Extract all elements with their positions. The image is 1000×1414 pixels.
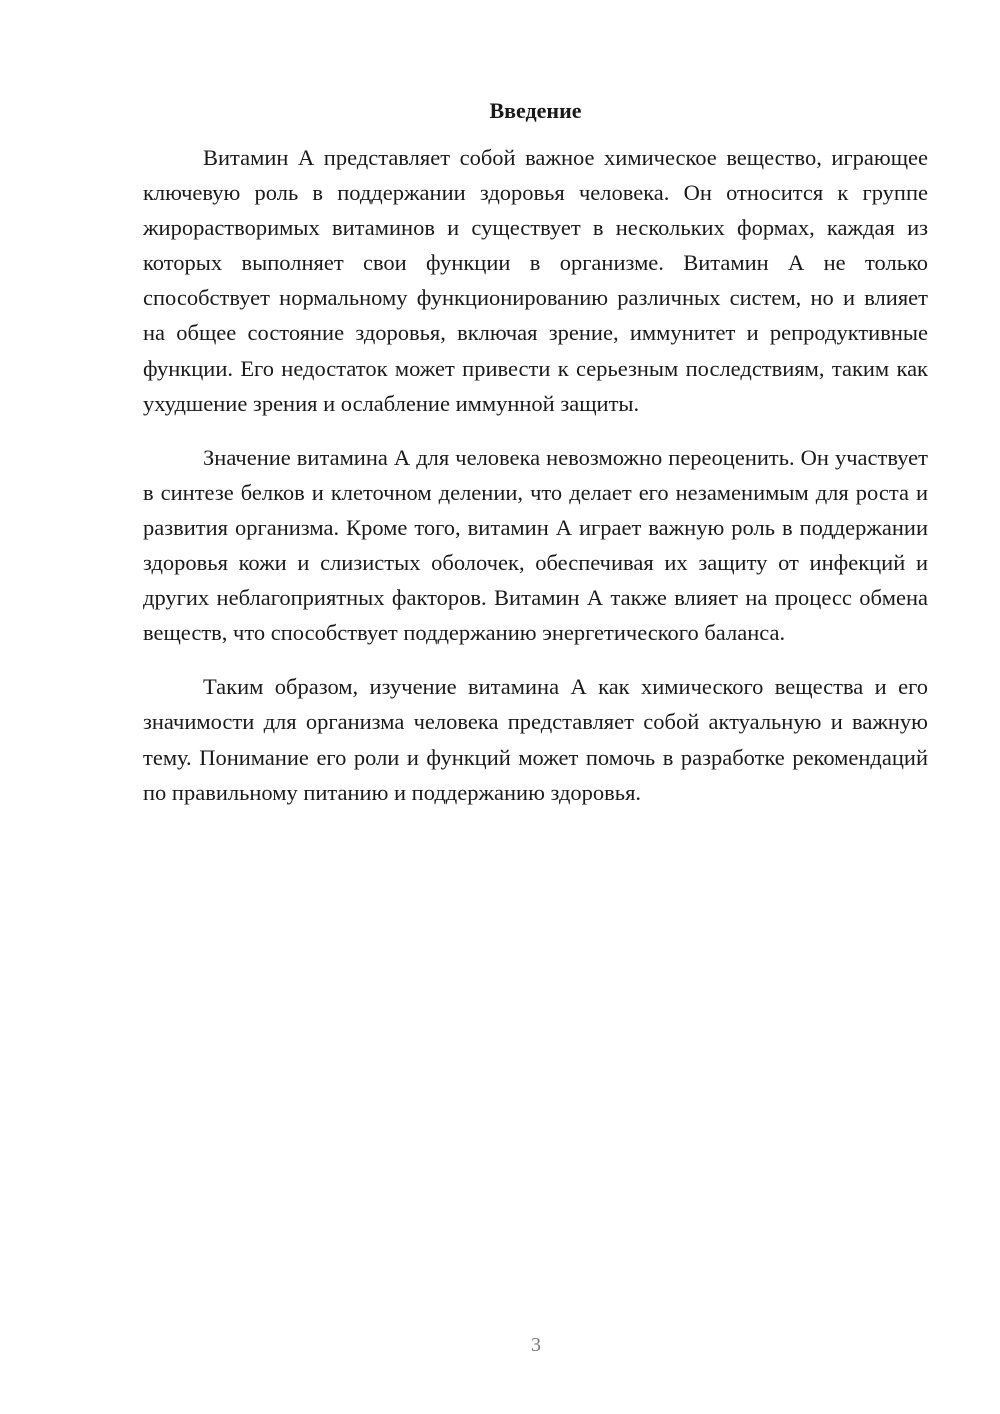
paragraph-3: Таким образом, изучение витамина А как химического вещества и его значимости для организма человека представляет собой актуальную и важную тему. Понимание его роли и функций может помочь в разработке рекомендаций по правильному питанию и поддержанию здоровья.	[143, 674, 928, 805]
page-content	[143, 96, 928, 829]
page-number: 3	[531, 1334, 541, 1356]
section-title: Введение	[489, 98, 582, 123]
paragraph-1: Витамин А представляет собой важное химическое вещество, играющее ключевую роль в поддержании здоровья человека. Он относится к группе жирорастворимых витаминов и существует в нескольких формах, каждая из которых выполняет свои функции в организме. Витамин А не только способствует нормальному функционированию различных систем, но и влияет на общее состояние здоровья, включая зрение, иммунитет и репродуктивные функции. Его недостаток может привести к серьезным последствиям, таким как ухудшение зрения и ослабление иммунной защиты.	[143, 145, 928, 416]
paragraph-2: Значение витамина А для человека невозможно переоценить. Он участвует в синтезе белков и клеточном делении, что делает его незаменимым для роста и развития организма. Кроме того, витамин А играет важную роль в поддержании здоровья кожи и слизистых оболочек, обеспечивая их защиту от инфекций и других неблагоприятных факторов. Витамин А также влияет на процесс обмена веществ, что способствует поддержанию энергетического баланса.	[143, 444, 928, 646]
